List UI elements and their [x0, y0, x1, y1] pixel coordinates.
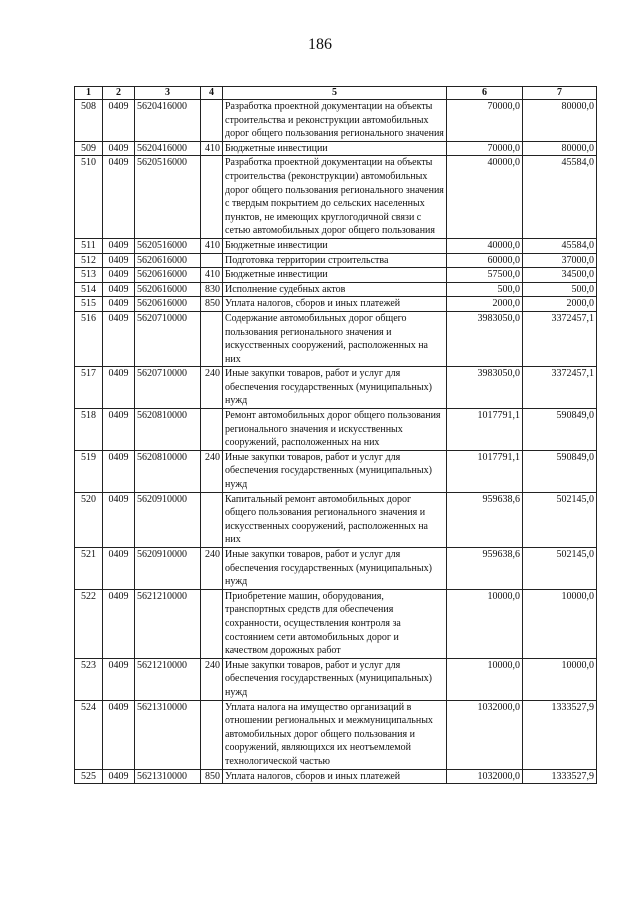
row-number: 521: [75, 548, 103, 590]
expense-type-code: 240: [201, 548, 223, 590]
section-code: 0409: [103, 282, 135, 297]
table-row: [75, 548, 597, 590]
item-name: Содержание автомобильных дорог общего пользования регионального значения и искусственных сооружений, расположенных на них: [223, 311, 447, 366]
amount-col-7: 80000,0: [523, 141, 597, 156]
row-number: 509: [75, 141, 103, 156]
target-code: 5620616000: [135, 282, 201, 297]
item-name: Ремонт автомобильных дорог общего пользования регионального значения и искусственных сооружений, расположенных на них: [223, 409, 447, 451]
expense-type-code: [201, 700, 223, 769]
header-col-4: 4: [201, 87, 223, 100]
header-col-3: 3: [135, 87, 201, 100]
amount-col-7: 3372457,1: [523, 367, 597, 409]
table-row: [75, 156, 597, 239]
amount-col-6: 1032000,0: [447, 769, 523, 784]
table-row: [75, 282, 597, 297]
amount-col-7: 10000,0: [523, 658, 597, 700]
amount-col-6: 959638,6: [447, 492, 523, 547]
section-code: 0409: [103, 700, 135, 769]
expense-type-code: 850: [201, 769, 223, 784]
item-name: Уплата налогов, сборов и иных платежей: [223, 769, 447, 784]
amount-col-6: 70000,0: [447, 100, 523, 142]
section-code: 0409: [103, 156, 135, 239]
item-name: Приобретение машин, оборудования, транспортных средств для обеспечения сохранности, осуществления контроля за состоянием сети автомобильных дорог и качеством дорожных работ: [223, 589, 447, 658]
expense-type-code: 240: [201, 658, 223, 700]
table-row: [75, 367, 597, 409]
row-number: 518: [75, 409, 103, 451]
item-name: Разработка проектной документации на объекты строительства и реконструкции автомобильных дорог общего пользования регионального значения: [223, 100, 447, 142]
expense-type-code: 410: [201, 268, 223, 283]
amount-col-7: 2000,0: [523, 297, 597, 312]
amount-col-7: 590849,0: [523, 450, 597, 492]
amount-col-7: 1333527,9: [523, 700, 597, 769]
target-code: 5621310000: [135, 769, 201, 784]
target-code: 5621210000: [135, 589, 201, 658]
item-name: Бюджетные инвестиции: [223, 268, 447, 283]
row-number: 519: [75, 450, 103, 492]
header-col-6: 6: [447, 87, 523, 100]
expense-type-code: 240: [201, 450, 223, 492]
expense-type-code: 410: [201, 238, 223, 253]
target-code: 5621310000: [135, 700, 201, 769]
row-number: 513: [75, 268, 103, 283]
page-number: 186: [308, 36, 332, 53]
row-number: 525: [75, 769, 103, 784]
row-number: 523: [75, 658, 103, 700]
target-code: 5620516000: [135, 156, 201, 239]
expense-type-code: [201, 589, 223, 658]
amount-col-6: 40000,0: [447, 238, 523, 253]
table-row: [75, 141, 597, 156]
section-code: 0409: [103, 311, 135, 366]
section-code: 0409: [103, 141, 135, 156]
row-number: 511: [75, 238, 103, 253]
amount-col-6: 3983050,0: [447, 367, 523, 409]
amount-col-7: 37000,0: [523, 253, 597, 268]
expense-type-code: 240: [201, 367, 223, 409]
row-number: 520: [75, 492, 103, 547]
expense-type-code: [201, 492, 223, 547]
item-name: Уплата налогов, сборов и иных платежей: [223, 297, 447, 312]
amount-col-7: 502145,0: [523, 548, 597, 590]
section-code: 0409: [103, 589, 135, 658]
expense-type-code: 830: [201, 282, 223, 297]
item-name: Уплата налога на имущество организаций в отношении региональных и межмуниципальных автомобильных дорог общего пользования и сооружений, являющихся их неотъемлемой технологической частью: [223, 700, 447, 769]
section-code: 0409: [103, 492, 135, 547]
table-body: [75, 100, 597, 784]
table-row: [75, 658, 597, 700]
row-number: 514: [75, 282, 103, 297]
expense-type-code: [201, 100, 223, 142]
item-name: Иные закупки товаров, работ и услуг для обеспечения государственных (муниципальных) нужд: [223, 658, 447, 700]
header-col-1: 1: [75, 87, 103, 100]
amount-col-7: 80000,0: [523, 100, 597, 142]
section-code: 0409: [103, 769, 135, 784]
table-row: [75, 769, 597, 784]
expense-type-code: 850: [201, 297, 223, 312]
amount-col-6: 2000,0: [447, 297, 523, 312]
item-name: Капитальный ремонт автомобильных дорог общего пользования регионального значения и искусственных сооружений, расположенных на них: [223, 492, 447, 547]
amount-col-7: 10000,0: [523, 589, 597, 658]
item-name: Иные закупки товаров, работ и услуг для обеспечения государственных (муниципальных) нужд: [223, 367, 447, 409]
row-number: 508: [75, 100, 103, 142]
section-code: 0409: [103, 100, 135, 142]
amount-col-6: 10000,0: [447, 658, 523, 700]
target-code: 5620516000: [135, 238, 201, 253]
header-col-7: 7: [523, 87, 597, 100]
amount-col-7: 590849,0: [523, 409, 597, 451]
target-code: 5620710000: [135, 311, 201, 366]
amount-col-7: 500,0: [523, 282, 597, 297]
target-code: 5620416000: [135, 141, 201, 156]
amount-col-6: 1017791,1: [447, 409, 523, 451]
table-row: [75, 450, 597, 492]
table-row: [75, 100, 597, 142]
section-code: 0409: [103, 268, 135, 283]
section-code: 0409: [103, 450, 135, 492]
amount-col-6: 10000,0: [447, 589, 523, 658]
item-name: Разработка проектной документации на объекты строительства (реконструкции) автомобильных дорог общего пользования регионального значения с твердым покрытием до сельских населенных пунктов, не имеющих круглогодичной связи с сетью автомобильных дорог общего пользования: [223, 156, 447, 239]
amount-col-6: 3983050,0: [447, 311, 523, 366]
item-name: Бюджетные инвестиции: [223, 141, 447, 156]
expense-type-code: 410: [201, 141, 223, 156]
row-number: 522: [75, 589, 103, 658]
target-code: 5620910000: [135, 548, 201, 590]
amount-col-6: 1032000,0: [447, 700, 523, 769]
amount-col-6: 40000,0: [447, 156, 523, 239]
amount-col-7: 45584,0: [523, 156, 597, 239]
expense-type-code: [201, 253, 223, 268]
expense-type-code: [201, 409, 223, 451]
amount-col-7: 1333527,9: [523, 769, 597, 784]
table-row: [75, 409, 597, 451]
target-code: 5620616000: [135, 297, 201, 312]
table-row: [75, 311, 597, 366]
table-header-row: [75, 87, 597, 100]
item-name: Иные закупки товаров, работ и услуг для обеспечения государственных (муниципальных) нужд: [223, 548, 447, 590]
amount-col-6: 1017791,1: [447, 450, 523, 492]
amount-col-6: 70000,0: [447, 141, 523, 156]
item-name: Иные закупки товаров, работ и услуг для обеспечения государственных (муниципальных) нужд: [223, 450, 447, 492]
amount-col-6: 959638,6: [447, 548, 523, 590]
section-code: 0409: [103, 297, 135, 312]
expense-type-code: [201, 311, 223, 366]
target-code: 5620616000: [135, 253, 201, 268]
row-number: 515: [75, 297, 103, 312]
table-row: [75, 253, 597, 268]
target-code: 5620710000: [135, 367, 201, 409]
table-row: [75, 700, 597, 769]
target-code: 5620810000: [135, 409, 201, 451]
row-number: 512: [75, 253, 103, 268]
amount-col-7: 3372457,1: [523, 311, 597, 366]
table-row: [75, 268, 597, 283]
item-name: Исполнение судебных актов: [223, 282, 447, 297]
section-code: 0409: [103, 658, 135, 700]
section-code: 0409: [103, 238, 135, 253]
amount-col-6: 500,0: [447, 282, 523, 297]
target-code: 5620810000: [135, 450, 201, 492]
table-row: [75, 589, 597, 658]
section-code: 0409: [103, 548, 135, 590]
header-col-2: 2: [103, 87, 135, 100]
section-code: 0409: [103, 367, 135, 409]
table-row: [75, 297, 597, 312]
target-code: 5620416000: [135, 100, 201, 142]
item-name: Бюджетные инвестиции: [223, 238, 447, 253]
amount-col-7: 45584,0: [523, 238, 597, 253]
budget-table: [74, 86, 597, 784]
row-number: 510: [75, 156, 103, 239]
section-code: 0409: [103, 409, 135, 451]
expense-type-code: [201, 156, 223, 239]
row-number: 517: [75, 367, 103, 409]
header-col-5: 5: [223, 87, 447, 100]
row-number: 516: [75, 311, 103, 366]
target-code: 5621210000: [135, 658, 201, 700]
table-row: [75, 492, 597, 547]
row-number: 524: [75, 700, 103, 769]
section-code: 0409: [103, 253, 135, 268]
target-code: 5620616000: [135, 268, 201, 283]
target-code: 5620910000: [135, 492, 201, 547]
table-row: [75, 238, 597, 253]
amount-col-7: 502145,0: [523, 492, 597, 547]
item-name: Подготовка территории строительства: [223, 253, 447, 268]
amount-col-6: 57500,0: [447, 268, 523, 283]
amount-col-7: 34500,0: [523, 268, 597, 283]
amount-col-6: 60000,0: [447, 253, 523, 268]
